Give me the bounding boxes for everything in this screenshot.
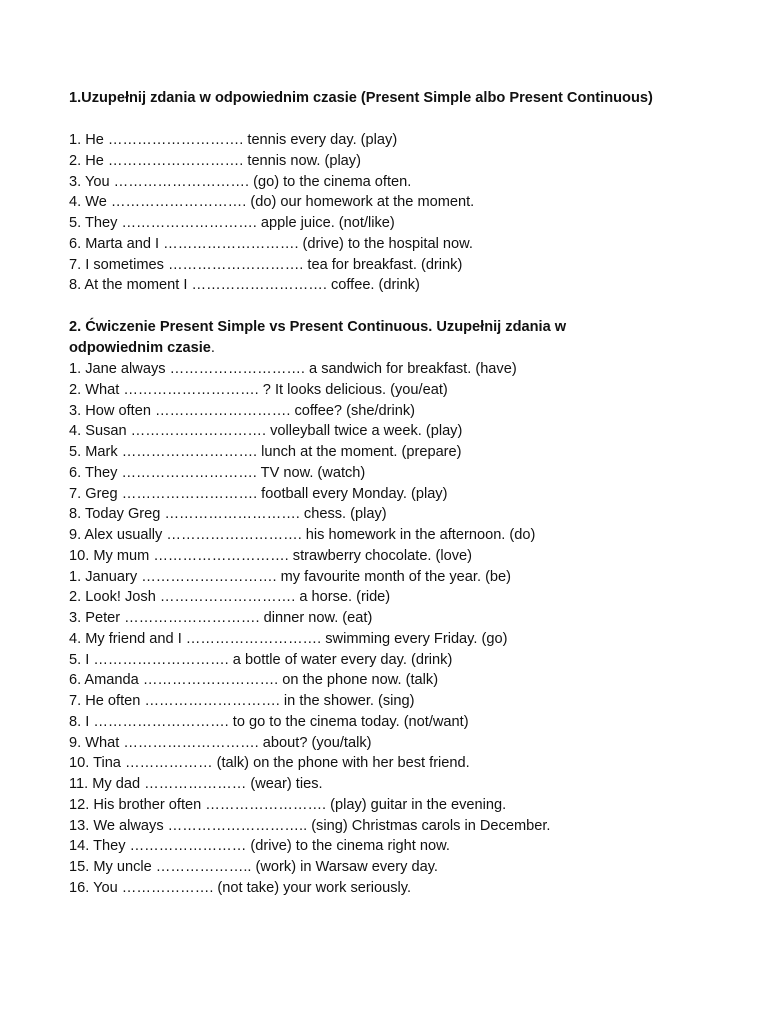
spacer: [69, 109, 729, 130]
section2-list: [69, 359, 729, 899]
section2-title-text: 2. Ćwiczenie Present Simple vs Present Continuous. Uzupełnij zdania w odpowiednim czasie: [69, 319, 567, 356]
section2-item: 15. My uncle ……………….. (work) in Warsaw every day.: [69, 859, 438, 875]
section2-item: 3. How often ………………………. coffee? (she/drink): [69, 402, 416, 419]
section2-item: 2. What ………………………. ? It looks delicious. (you/eat): [69, 381, 448, 398]
section1-list: [69, 130, 729, 296]
section2-item: 1. January ………………………. my favourite month of the year. (be): [69, 568, 512, 585]
section2-item: 4. Susan ………………………. volleyball twice a week. (play): [69, 423, 463, 440]
section1-item: 8. At the moment I ………………………. coffee. (drink): [69, 277, 420, 294]
section1-item: 2. He ………………………. tennis now. (play): [69, 152, 361, 169]
section2-item: 1. Jane always ………………………. a sandwich for breakfast. (have): [69, 361, 517, 377]
section2-item: 3. Peter ………………………. dinner now. (eat): [69, 610, 373, 626]
section2-item: 6. They ………………………. TV now. (watch): [69, 464, 366, 481]
section2-title-period: .: [210, 340, 215, 356]
section1-title: 1.Uzupełnij zdania w odpowiednim czasie (Present Simple albo Present Continuous): [69, 90, 653, 106]
section2-item: 10. Tina ……………… (talk) on the phone with her best friend.: [69, 755, 470, 772]
section2-item: 9. What ………………………. about? (you/talk): [69, 734, 372, 751]
section2-item: 13. We always ……………………….. (sing) Christmas carols in December.: [69, 817, 551, 834]
section2-item: 2. Look! Josh ………………………. a horse. (ride): [69, 589, 391, 606]
section2-item: 8. I ………………………. to go to the cinema today. (not/want): [69, 713, 469, 730]
spacer: [69, 296, 729, 317]
section2-item: 14. They …………………… (drive) to the cinema right now.: [69, 838, 450, 855]
section2-item: 4. My friend and I ………………………. swimming every Friday. (go): [69, 630, 508, 647]
section2-item: 10. My mum ………………………. strawberry chocolate. (love): [69, 547, 473, 564]
section1-item: 3. You ………………………. (go) to the cinema often.: [69, 173, 412, 190]
section2-item: 11. My dad ………………… (wear) ties.: [69, 776, 323, 792]
section1-item: 4. We ………………………. (do) our homework at the moment.: [69, 194, 475, 211]
section2-item: 7. Greg ………………………. football every Monday. (play): [69, 485, 448, 502]
section2-item: 7. He often ………………………. in the shower. (sing): [69, 693, 415, 709]
worksheet: [69, 88, 729, 899]
section2-item: 6. Amanda ………………………. on the phone now. (talk): [69, 672, 439, 689]
section2-item: 16. You ………………. (not take) your work seriously.: [69, 879, 411, 896]
section1-item: 6. Marta and I ………………………. (drive) to the hospital now.: [69, 235, 473, 252]
section2-title: [69, 317, 629, 359]
section2-item: 5. Mark ………………………. lunch at the moment. (prepare): [69, 444, 462, 460]
section2-item: 9. Alex usually ………………………. his homework in the afternoon. (do): [69, 527, 536, 543]
section1-item: 1. He ………………………. tennis every day. (play): [69, 132, 398, 148]
section2-item: 8. Today Greg ………………………. chess. (play): [69, 506, 387, 523]
section1-item: 5. They ………………………. apple juice. (not/like): [69, 215, 395, 231]
section1-item: 7. I sometimes ………………………. tea for breakfast. (drink): [69, 256, 463, 273]
section2-item: 12. His brother often ……………………. (play) guitar in the evening.: [69, 796, 507, 813]
section2-item: 5. I ………………………. a bottle of water every day. (drink): [69, 651, 453, 668]
